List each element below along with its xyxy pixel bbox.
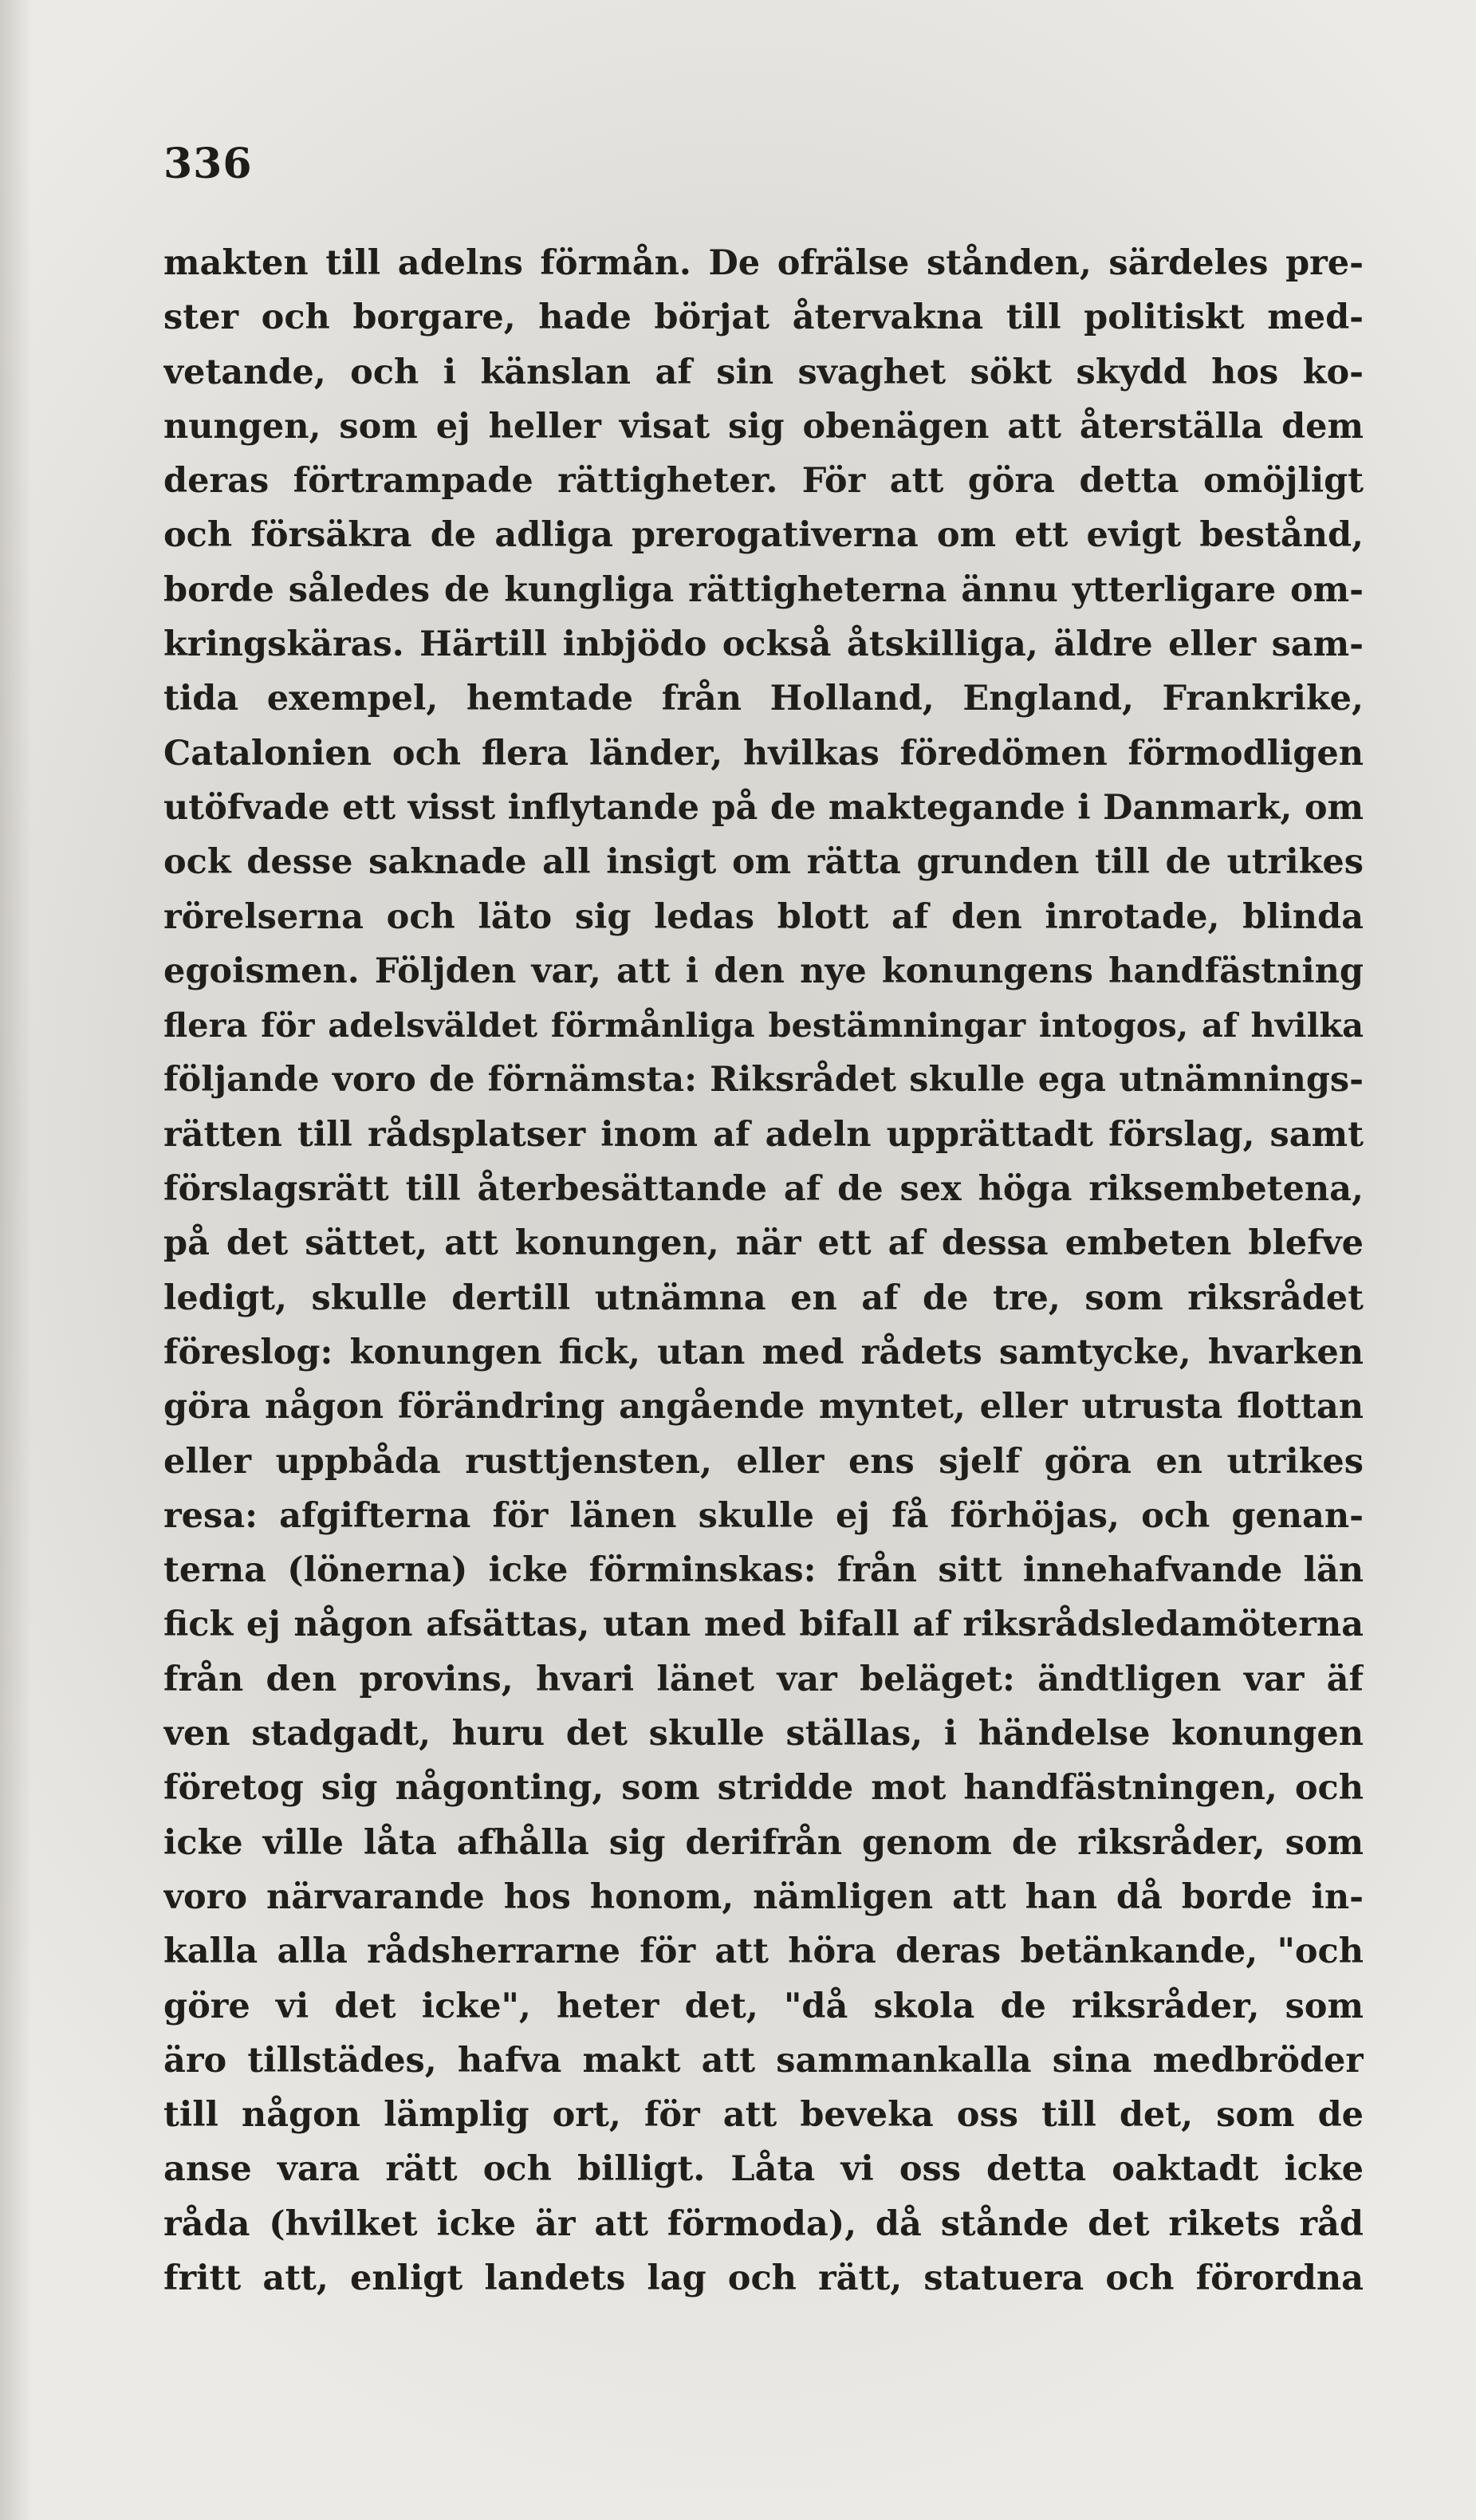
text-line: göra någon förändring angående myntet, eller utrusta flottan [163,1387,1364,1427]
text-line: anse vara rätt och billigt. Låta vi oss detta oaktadt icke [163,2149,1364,2190]
body-text [163,236,1364,2305]
text-line: voro närvarande hos honom, nämligen att han då borde in- [163,1876,1364,1917]
text-line: föreslog: konungen fick, utan med rådets samtycke, hvarken [163,1332,1364,1372]
text-line: vetande, och i känslan af sin svaghet sökt skydd hos ko- [163,352,1364,392]
text-line: rätten till rådsplatser inom af adeln upprättadt förslag, samt [163,1114,1364,1155]
text-line: ock desse saknade all insigt om rätta grunden till de utrikes [163,842,1364,883]
text-line: och försäkra de adliga prerogativerna om ett evigt bestånd, [163,515,1364,556]
text-line: terna (lönerna) icke förminskas: från sitt innehafvande län [163,1550,1364,1591]
text-line: utöfvade ett visst inflytande på de maktegande i Danmark, om [163,787,1364,828]
text-line: göre vi det icke", heter det, "då skola de riksråder, som [163,1986,1364,2026]
text-line: makten till adelns förmån. De ofrälse stånden, särdeles pre- [163,243,1364,283]
text-line: nungen, som ej heller visat sig obenägen att återställa dem [163,406,1364,447]
page-gutter-shadow [0,0,32,2520]
text-line: kalla alla rådsherrarne för att höra deras betänkande, "och [163,1931,1364,1972]
text-line: rörelserna och läto sig ledas blott af den inrotade, blinda [163,896,1364,937]
text-line: äro tillstädes, hafva makt att sammankalla sina medbröder [163,2040,1364,2081]
text-line: råda (hvilket icke är att förmoda), då stånde det rikets råd [163,2203,1364,2244]
text-line: ledigt, skulle dertill utnämna en af de tre, som riksrådet [163,1278,1364,1318]
text-line: icke ville låta afhålla sig derifrån genom de riksråder, som [163,1822,1364,1863]
text-line: till någon lämplig ort, för att beveka oss till det, som de [163,2095,1364,2136]
text-line: tida exempel, hemtade från Holland, England, Frankrike, [163,679,1364,719]
text-line: på det sättet, att konungen, när ett af dessa embeten blefve [163,1223,1364,1264]
text-line: följande voro de förnämsta: Riksrådet skulle ega utnämnings- [163,1060,1364,1101]
text-line: Catalonien och flera länder, hvilkas föredömen förmodligen [163,733,1364,774]
text-line: flera för adelsväldet förmånliga bestämningar intogos, af hvilka [163,1006,1364,1045]
text-line: ster och borgare, hade börjat återvakna till politiskt med- [163,297,1364,338]
text-line: resa: afgifterna för länen skulle ej få förhöjas, och genan- [163,1495,1364,1536]
text-line: från den provins, hvari länet var beläget: ändtligen var äf [163,1659,1364,1699]
text-line: ven stadgadt, huru det skulle ställas, i händelse konungen [163,1714,1364,1754]
text-line: företog sig någonting, som stridde mot handfästningen, och [163,1768,1364,1809]
page-number: 336 [163,140,253,188]
text-line: kringskäras. Härtill inbjödo också åtskilliga, äldre eller sam- [163,624,1364,665]
text-line: fritt att, enligt landets lag och rätt, statuera och förordna [163,2258,1364,2298]
text-line: eller uppbåda rusttjensten, eller ens sjelf göra en utrikes [163,1441,1364,1482]
text-line: borde således de kungliga rättigheterna ännu ytterligare om- [163,569,1364,610]
text-line: egoismen. Följden var, att i den nye konungens handfästning [163,951,1364,991]
text-line: deras förtrampade rättigheter. För att göra detta omöjligt [163,461,1364,502]
text-line: fick ej någon afsättas, utan med bifall af riksrådsledamöterna [163,1605,1364,1645]
text-line: förslagsrätt till återbesättande af de sex höga riksembetena, [163,1169,1364,1210]
